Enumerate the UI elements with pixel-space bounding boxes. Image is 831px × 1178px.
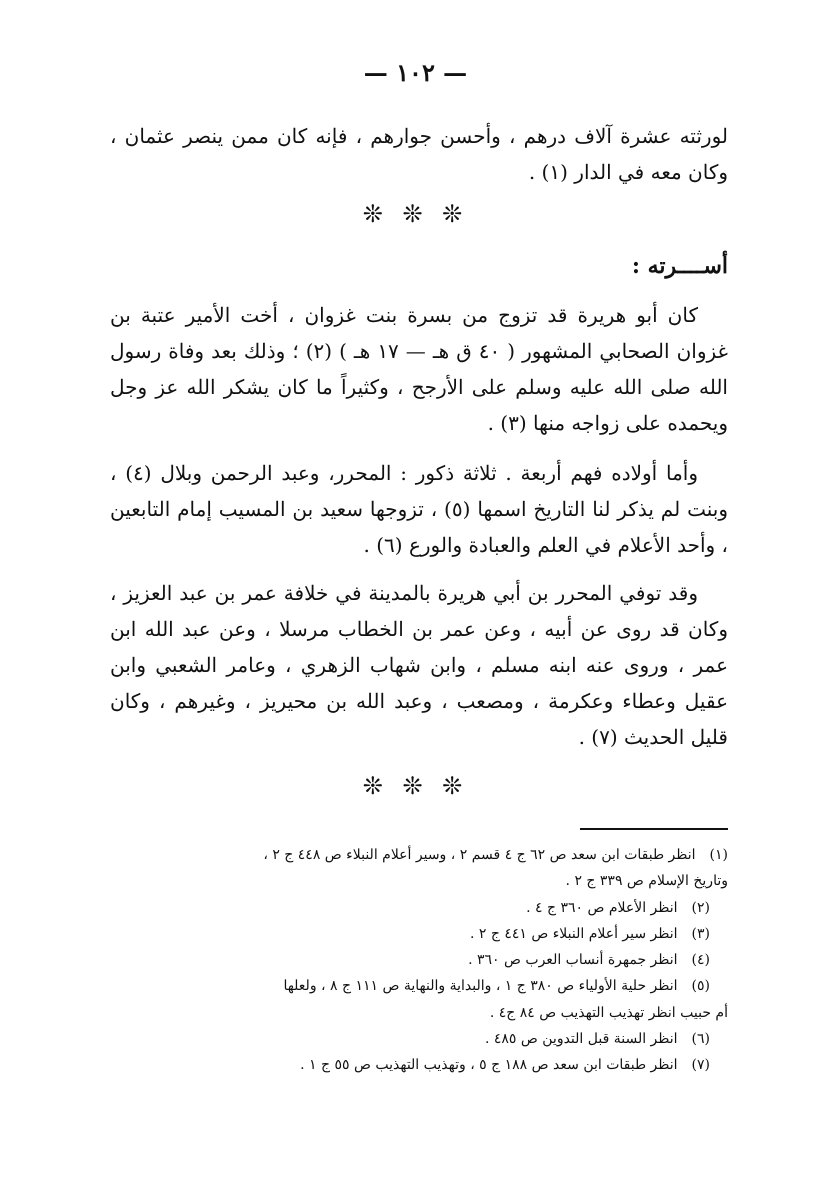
family-paragraph [110, 297, 728, 441]
footnotes [110, 842, 728, 1079]
section-heading: أســــرته : [631, 253, 728, 279]
ornament-divider-2: ❊ ❊ ❊ [362, 772, 469, 800]
footnote-number: (٢) [691, 899, 710, 916]
footnote-1-continuation: وتاريخ الإسلام ص ٣٣٩ ج ٢ . [565, 873, 728, 890]
footnote-2 [110, 895, 728, 921]
footnote-number: (٥) [691, 978, 710, 995]
footnote-5-continuation: أم حبيب انظر تهذيب التهذيب ص ٨٤ ج٤ . [489, 1004, 728, 1021]
footnote-text: انظر السنة قبل التدوين ص ٤٨٥ . [484, 1031, 678, 1048]
footnote-text: انظر سير أعلام النبلاء ص ٤٤١ ج ٢ . [469, 925, 678, 942]
ornament-divider-1: ❊ ❊ ❊ [362, 200, 469, 228]
footnote-6 [110, 1026, 728, 1052]
paragraph-3: وأما أولاده فهم أربعة . ثلاثة ذكور : المحرر، وعبد الرحمن وبلال (٤) ، وبنت لم يذكر لنا التاريخ اسمها (٥) ، تزوجها سعيد بن المسيب إمام التابعين ، وأحد الأعلام في العلم والعبادة والورع (٦) . [110, 461, 729, 557]
footnote-5 [110, 973, 728, 999]
footnote-4 [110, 947, 728, 973]
page-number: — ١٠٢ — [363, 58, 468, 87]
footnote-number: (١) [709, 847, 728, 863]
footnote-text: انظر طبقات ابن سعد ص ١٨٨ ج ٥ ، وتهذيب التهذيب ص ٥٥ ج ١ . [300, 1057, 678, 1074]
footnote-text: انظر الأعلام ص ٣٦٠ ج ٤ . [526, 899, 678, 916]
footnote-1 [110, 842, 728, 868]
footnote-number: (٧) [691, 1057, 710, 1074]
paragraph-continuation [110, 118, 728, 190]
footnote-3 [110, 921, 728, 947]
paragraph-1: لورثته عشرة آلاف درهم ، وأحسن جوارهم ، فإنه كان ممن ينصر عثمان ، وكان معه في الدار (١) . [110, 124, 728, 184]
paragraph-2: كان أبو هريرة قد تزوج من بسرة بنت غزوان ، أخت الأمير عتبة بن غزوان الصحابي المشهور ( ٤٠ ق هـ — ١٧ هـ ) (٢) ؛ وذلك بعد وفاة رسول الله صلى الله عليه وسلم على الأرجح ، وكثيراً ما كان يشكر الله عز وجل ويحمده على زواجه منها (٣) . [110, 303, 728, 435]
children-paragraph [110, 455, 728, 563]
muharrir-paragraph [110, 575, 728, 755]
footnote-separator [580, 828, 728, 830]
footnote-7 [110, 1052, 728, 1078]
paragraph-4: وقد توفي المحرر بن أبي هريرة بالمدينة في خلافة عمر بن عبد العزيز ، وكان قد روى عن أبيه ، وعن عمر بن الخطاب مرسلا ، وعن عبد الله ابن عمر ، وروى عنه ابنه مسلم ، وابن شهاب الزهري ، وعامر الشعبي وابن عقيل وعطاء وعكرمة ، ومصعب ، وعبد الله بن محيريز ، وغيرهم ، وكان قليل الحديث (٧) . [110, 581, 729, 749]
footnote-text: انظر حلية الأولياء ص ٣٨٠ ج ١ ، والبداية والنهاية ص ١١١ ج ٨ ، ولعلها [283, 978, 678, 995]
footnote-number: (٣) [691, 925, 710, 942]
footnote-number: (٤) [691, 952, 710, 969]
footnote-text: انظر طبقات ابن سعد ص ٦٢ ج ٤ قسم ٢ ، وسير أعلام النبلاء ص ٤٤٨ ج ٢ ، [263, 847, 696, 863]
footnote-text: انظر جمهرة أنساب العرب ص ٣٦٠ . [468, 952, 678, 969]
footnote-number: (٦) [691, 1031, 710, 1048]
